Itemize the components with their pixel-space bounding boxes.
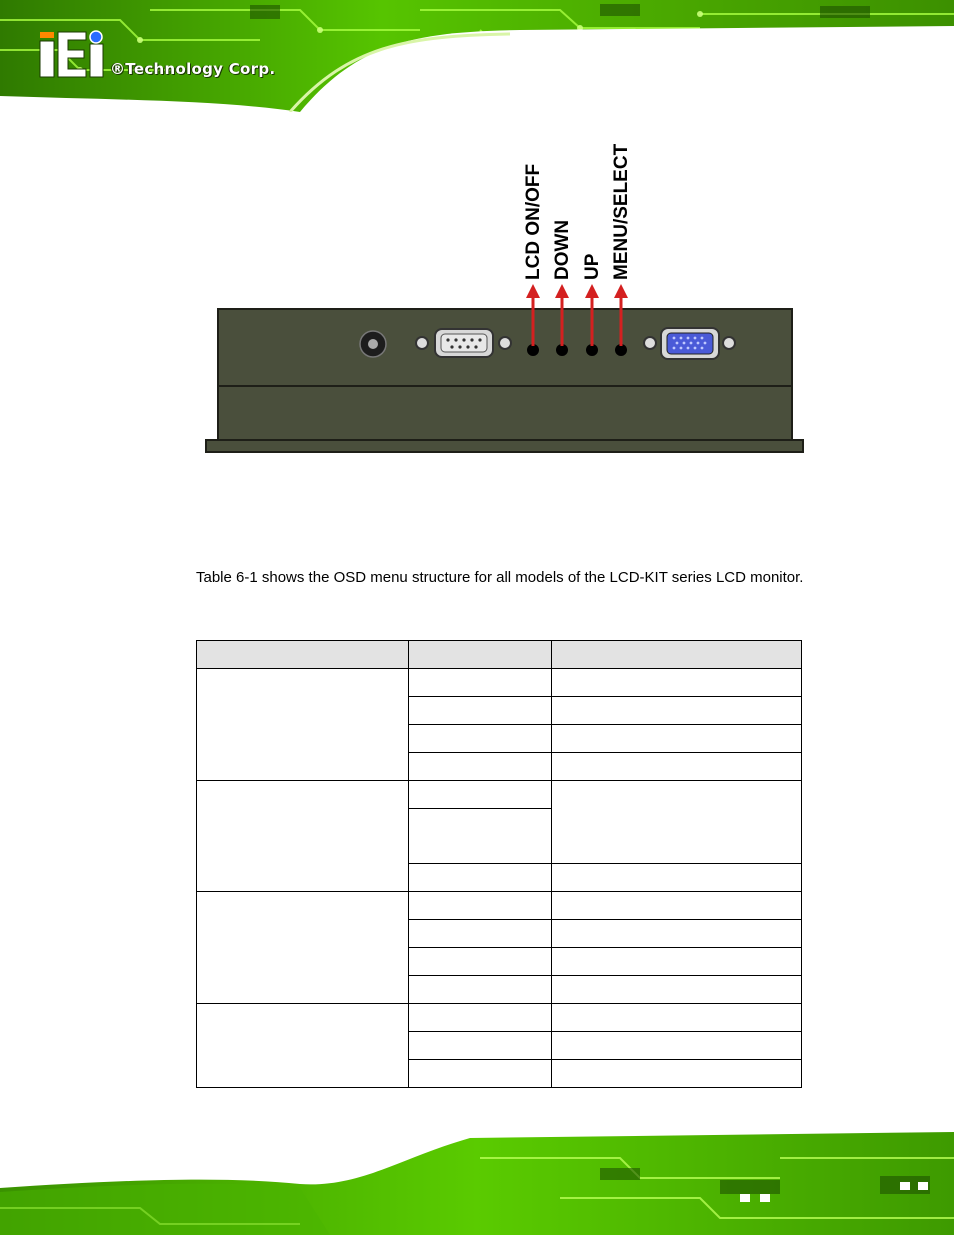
table-cell [408, 976, 552, 1004]
table-cell [408, 781, 552, 809]
table-cell [552, 892, 802, 920]
table-cell [408, 1032, 552, 1060]
table-header-cell [197, 641, 409, 669]
table-cell [408, 948, 552, 976]
table-cell [552, 781, 802, 864]
table-row [197, 669, 802, 697]
table-cell [552, 864, 802, 892]
label-up: UP [582, 253, 603, 280]
label-lcd-on-off: LCD ON/OFF [523, 163, 544, 280]
table-header-cell [408, 641, 552, 669]
circuit-board-graphic [0, 0, 954, 112]
table-cell [552, 753, 802, 781]
table-header-row [197, 641, 802, 669]
table-cell [552, 725, 802, 753]
table-row [197, 892, 802, 920]
table-row [197, 781, 802, 809]
label-menu-select: MENU/SELECT [611, 143, 632, 280]
table-cell [197, 892, 409, 1004]
label-down: DOWN [552, 219, 573, 280]
table-header-cell [552, 641, 802, 669]
table-cell [408, 725, 552, 753]
table-cell [552, 920, 802, 948]
company-name: ®Technology Corp. [110, 60, 276, 78]
table-cell [408, 669, 552, 697]
table-row [197, 1004, 802, 1032]
table-cell [552, 1032, 802, 1060]
iei-logo-graphic [40, 31, 103, 77]
table-cell [197, 669, 409, 781]
table-cell [552, 669, 802, 697]
table-cell [552, 697, 802, 725]
table-cell [552, 976, 802, 1004]
circuit-board-graphic [0, 1128, 954, 1235]
table-cell [197, 1004, 409, 1088]
table-cell [552, 1004, 802, 1032]
table-cell [408, 697, 552, 725]
table-cell [197, 781, 409, 892]
panel-illustration [200, 128, 810, 458]
page-header-banner [0, 0, 954, 112]
table-cell [408, 920, 552, 948]
table-cell [552, 948, 802, 976]
page-footer-banner [0, 1128, 954, 1235]
osd-menu-structure-table [196, 640, 802, 1088]
intro-paragraph: Table 6-1 shows the OSD menu structure for all models of the LCD-KIT series LCD monitor. [196, 569, 804, 586]
table-cell [408, 1060, 552, 1088]
lcd-rear-panel-diagram [200, 128, 810, 458]
table-cell [408, 1004, 552, 1032]
table-cell [408, 753, 552, 781]
table-cell [408, 809, 552, 864]
table-cell [408, 864, 552, 892]
table-cell [408, 892, 552, 920]
table-cell [552, 1060, 802, 1088]
